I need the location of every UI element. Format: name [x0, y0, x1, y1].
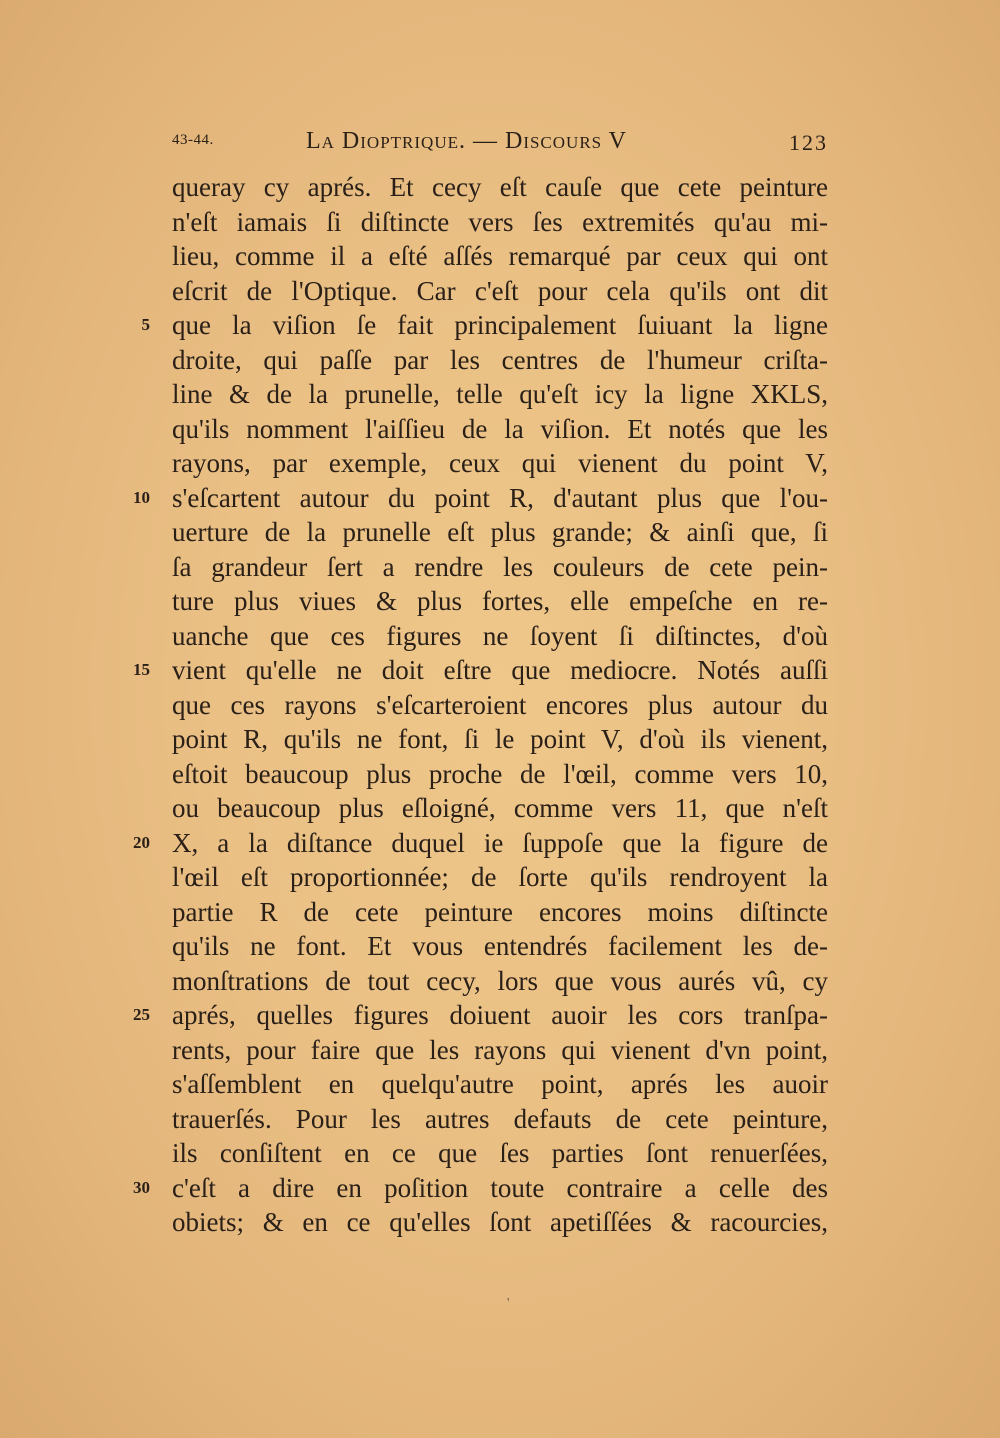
header-page-number: 123: [789, 130, 828, 155]
header-page-range: 43-44.: [172, 132, 214, 148]
text-line: X, a la diſtance duquel ie ſuppoſe que la figure de: [172, 827, 828, 858]
text-line: n'eſt iamais ſi diſtincte vers ſes extremités qu'au mi-: [172, 206, 828, 237]
text-line: eſtoit beaucoup plus proche de l'œil, comme vers 10,: [172, 758, 828, 789]
text-line: rayons, par exemple, ceux qui vienent du point V,: [172, 448, 828, 478]
text-line: lieu, comme il a eſté aſſés remarqué par ceux qui ont: [172, 241, 828, 271]
footer-mark: ': [507, 1296, 510, 1311]
text-line: que la viſion ſe fait principalement ſuiuant la ligne: [172, 310, 828, 340]
text-line: point R, qu'ils ne font, ſi le point V, d'où ils vienent,: [172, 724, 828, 754]
text-line: aprés, quelles figures doiuent auoir les cors tranſpa-: [172, 1000, 828, 1030]
text-line: monſtrations de tout cecy, lors que vous aurés vû, cy: [172, 965, 828, 996]
running-header: [172, 128, 828, 158]
line-number-15: 15: [133, 660, 150, 679]
text-line: uanche que ces figures ne ſoyent ſi diſtinctes, d'où: [172, 620, 828, 651]
text-line: rents, pour faire que les rayons qui vienent d'vn point,: [172, 1034, 828, 1065]
text-line: vient qu'elle ne doit eſtre que mediocre. Notés auſſi: [172, 655, 828, 685]
line-number-10: 10: [133, 487, 150, 507]
text-line: qu'ils ne font. Et vous entendrés facilement les de-: [172, 931, 828, 961]
text-line: c'eſt a dire en poſition toute contraire a celle des: [172, 1172, 828, 1203]
text-line: ſa grandeur ſert a rendre les couleurs de cete pein-: [172, 551, 828, 582]
text-line: ou beaucoup plus eſloigné, comme vers 11, que n'eſt: [172, 793, 828, 823]
text-line: eſcrit de l'Optique. Car c'eſt pour cela qu'ils ont dit: [172, 275, 828, 306]
text-line: l'œil eſt proportionnée; de ſorte qu'ils rendroyent la: [172, 862, 828, 892]
line-number-20: 20: [133, 832, 150, 852]
header-title: La Dioptrique. — Discours V: [306, 128, 628, 154]
text-line: queray cy aprés. Et cecy eſt cauſe que cete peinture: [172, 172, 828, 202]
text-line: partie R de cete peinture encores moins diſtincte: [172, 896, 828, 927]
text-line: ture plus viues & plus fortes, elle empeſche en re-: [172, 586, 828, 616]
text-line: que ces rayons s'eſcarteroient encores plus autour du: [172, 689, 828, 720]
text-line: line & de la prunelle, telle qu'eſt icy la ligne XKLS,: [172, 379, 828, 409]
line-number-5: 5: [141, 315, 150, 334]
text-line: uerture de la prunelle eſt plus grande; & ainſi que, ſi: [172, 517, 828, 547]
text-line: s'eſcartent autour du point R, d'autant plus que l'ou-: [172, 482, 828, 513]
text-line: s'aſſemblent en quelqu'autre point, aprés les auoir: [172, 1069, 828, 1099]
text-line: trauerſés. Pour les autres defauts de cete peinture,: [172, 1103, 828, 1134]
text-line: qu'ils nomment l'aiſſieu de la viſion. Et notés que les: [172, 413, 828, 444]
text-line: droite, qui paſſe par les centres de l'humeur criſta-: [172, 344, 828, 375]
body-text: [172, 170, 828, 1240]
text-line: obiets; & en ce qu'elles ſont apetiſſées & racourcies,: [172, 1207, 828, 1237]
line-number-25: 25: [133, 1005, 150, 1024]
text-line: ils conſiſtent en ce que ſes parties ſont renuerſées,: [172, 1138, 828, 1168]
line-number-30: 30: [133, 1177, 150, 1197]
